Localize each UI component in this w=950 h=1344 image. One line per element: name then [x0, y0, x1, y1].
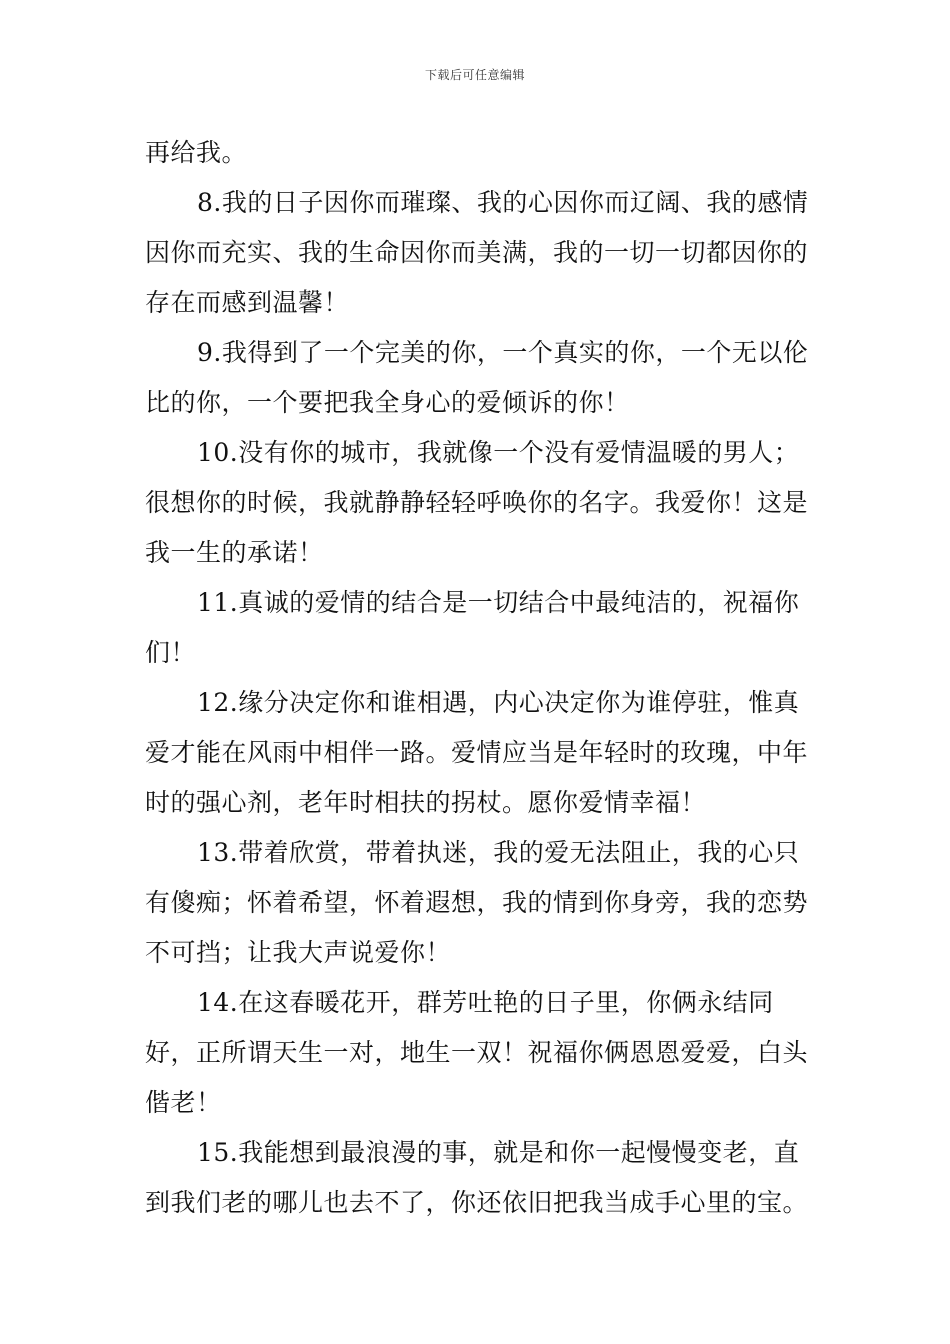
page-header: 下载后可任意编辑 [424, 68, 525, 82]
paragraph-item-14: 14.在这春暖花开，群芳吐艳的日子里，你俩永结同好，正所谓天生一对，地生一双！祝福你俩恩恩爱爱，白头偕老！ [145, 988, 809, 1117]
paragraph-item-12: 12.缘分决定你和谁相遇，内心决定你为谁停驻，惟真爱才能在风雨中相伴一路。爱情应当是年轻时的玫瑰，中年时的强心剂，老年时相扶的拐杖。愿你爱情幸福！ [145, 688, 809, 817]
paragraph-item-8: 8.我的日子因你而璀璨、我的心因你而辽阔、我的感情因你而充实、我的生命因你而美满，我的一切一切都因你的存在而感到温馨！ [145, 188, 809, 317]
paragraph-continuation: 再给我。 [145, 138, 248, 167]
paragraph-item-10: 10.没有你的城市，我就像一个没有爱情温暖的男人；很想你的时候，我就静静轻轻呼唤你的名字。我爱你！这是我一生的承诺！ [145, 438, 809, 567]
paragraph-item-9: 9.我得到了一个完美的你，一个真实的你，一个无以伦比的你，一个要把我全身心的爱倾诉的你！ [145, 338, 809, 417]
paragraph-item-13: 13.带着欣赏，带着执迷，我的爱无法阻止，我的心只有傻痴；怀着希望，怀着遐想，我的情到你身旁，我的恋势不可挡；让我大声说爱你！ [145, 838, 809, 967]
document-body [145, 128, 817, 1228]
paragraph-item-15: 15.我能想到最浪漫的事，就是和你一起慢慢变老，直到我们老的哪儿也去不了，你还依旧把我当成手心里的宝。 [145, 1138, 809, 1217]
paragraph-item-11: 11.真诚的爱情的结合是一切结合中最纯洁的，祝福你们！ [145, 588, 800, 667]
